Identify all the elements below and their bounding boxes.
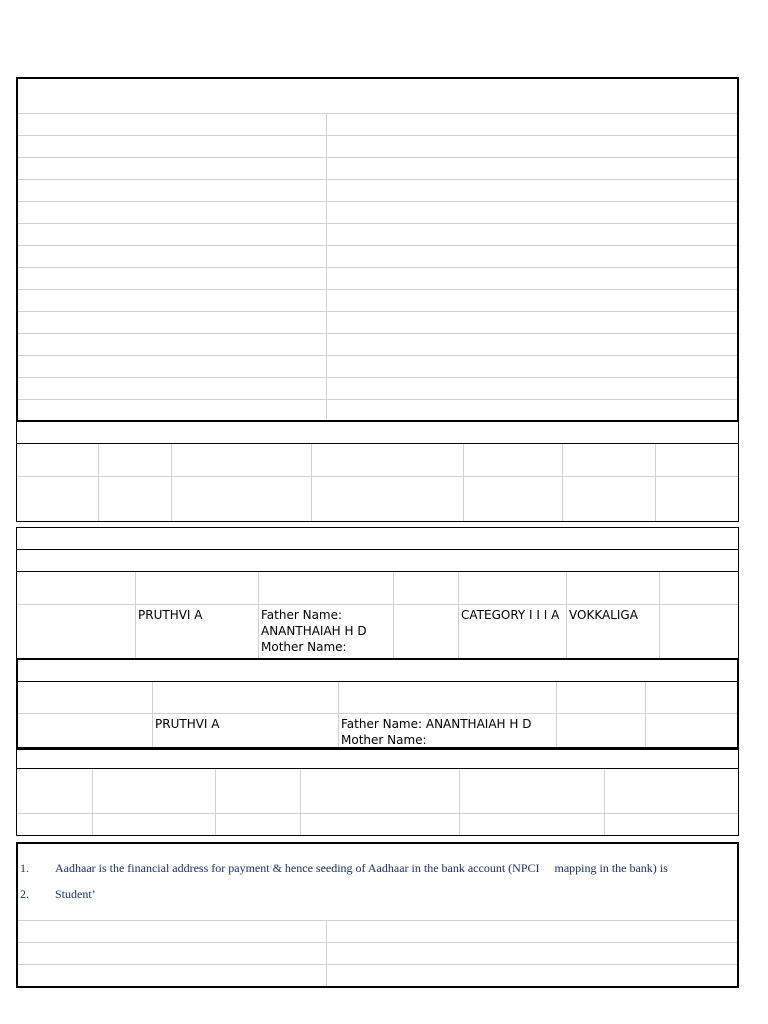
form-section-3 [16, 527, 739, 659]
row-divider [18, 681, 737, 682]
row-divider [17, 604, 738, 605]
father-name-field: Father Name: ANANTHAIAH H D [341, 717, 532, 731]
row-divider [17, 443, 738, 444]
category-value: CATEGORY I I I A [461, 608, 560, 622]
row-divider [18, 399, 737, 400]
row-divider [17, 549, 738, 550]
row-divider [18, 942, 737, 943]
form-section-5 [16, 747, 739, 836]
column-divider [556, 682, 557, 748]
column-divider [171, 444, 172, 521]
column-divider [645, 682, 646, 748]
form-section-1 [16, 77, 739, 422]
column-divider [393, 572, 394, 658]
column-divider [566, 572, 567, 658]
caste-value: VOKKALIGA [569, 608, 638, 622]
column-divider [458, 572, 459, 658]
column-divider [258, 572, 259, 658]
column-divider [135, 572, 136, 658]
row-divider [18, 223, 737, 224]
note-number-1: 1. [20, 861, 29, 875]
row-divider [18, 311, 737, 312]
column-divider [215, 769, 216, 835]
row-divider [18, 713, 737, 714]
column-divider [98, 444, 99, 521]
row-divider [17, 476, 738, 477]
row-divider [18, 267, 737, 268]
note-number-2: 2. [20, 887, 29, 901]
column-divider [463, 444, 464, 521]
row-divider [17, 813, 738, 814]
column-divider [311, 444, 312, 521]
column-divider [326, 921, 327, 986]
column-divider [459, 769, 460, 835]
column-divider [655, 444, 656, 521]
row-divider [18, 355, 737, 356]
father-name-value: ANANTHAIAH H D [261, 624, 367, 638]
form-section-2 [16, 421, 739, 522]
row-divider [18, 113, 737, 114]
student-name: PRUTHVI A [138, 608, 203, 622]
column-divider [92, 769, 93, 835]
father-name-label: Father Name: [261, 608, 343, 622]
row-divider [18, 377, 737, 378]
row-divider [17, 768, 738, 769]
row-divider [18, 135, 737, 136]
column-divider [338, 682, 339, 748]
row-divider [18, 201, 737, 202]
note-text-2: Student’ [55, 887, 96, 901]
student-name: PRUTHVI A [155, 717, 220, 731]
row-divider [18, 964, 737, 965]
mother-name-label: Mother Name: [341, 733, 427, 747]
row-divider [18, 289, 737, 290]
row-divider [17, 571, 738, 572]
row-divider [18, 157, 737, 158]
column-divider [300, 769, 301, 835]
row-divider [18, 333, 737, 334]
mother-name-label: Mother Name: [261, 640, 347, 654]
column-divider [152, 682, 153, 748]
row-divider [18, 245, 737, 246]
column-divider [562, 444, 563, 521]
column-divider [659, 572, 660, 658]
row-divider [18, 920, 737, 921]
row-divider [18, 179, 737, 180]
note-text-1: Aadhaar is the financial address for payment & hence seeding of Aadhaar in the bank account (NPCI mapping in the bank) is [55, 861, 668, 875]
column-divider [604, 769, 605, 835]
